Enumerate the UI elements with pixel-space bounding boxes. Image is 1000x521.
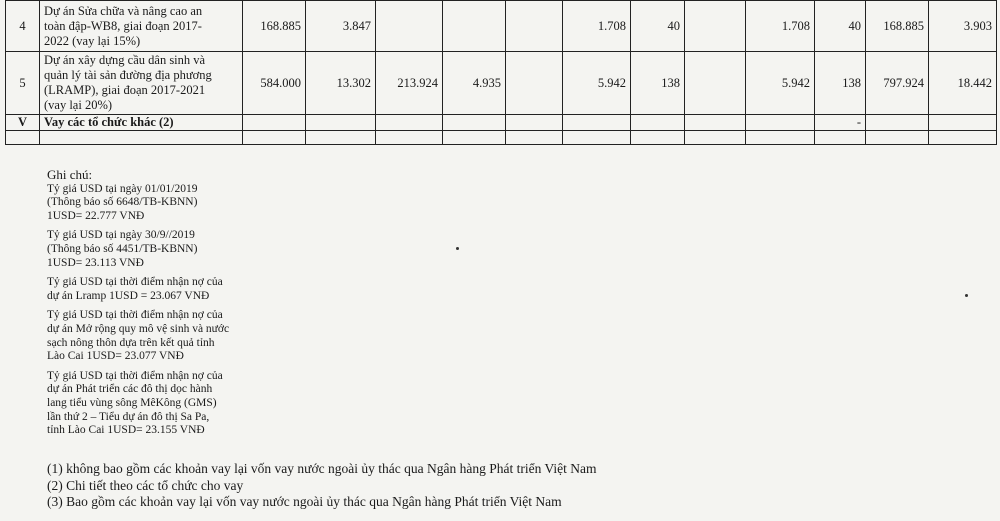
exchange-rate-note bbox=[47, 183, 229, 224]
value-cell: 1.708 bbox=[746, 1, 815, 52]
note-line: lang tiểu vùng sông MêKông (GMS) bbox=[47, 396, 217, 409]
note-line: Tỷ giá USD tại ngày 01/01/2019 bbox=[47, 182, 198, 195]
note-line: dự án Lramp 1USD = 23.067 VNĐ bbox=[47, 289, 210, 302]
value-cell: 5.942 bbox=[563, 52, 631, 115]
value-cell bbox=[443, 131, 506, 145]
note-line: tỉnh Lào Cai 1USD= 23.155 VNĐ bbox=[47, 424, 205, 437]
exchange-rate-note bbox=[47, 370, 229, 438]
row-number: V bbox=[6, 115, 40, 131]
value-cell bbox=[815, 131, 866, 145]
value-cell bbox=[243, 131, 306, 145]
footnote: (3) Bao gồm các khoản vay lại vốn vay nước ngoài ủy thác qua Ngân hàng Phát triển Việt Nam bbox=[47, 494, 562, 509]
value-cell: 797.924 bbox=[866, 52, 929, 115]
value-cell bbox=[866, 115, 929, 131]
value-cell bbox=[506, 52, 563, 115]
note-line: (Thông báo số 4451/TB-KBNN) bbox=[47, 242, 198, 255]
note-line: (Thông báo số 6648/TB-KBNN) bbox=[47, 196, 198, 209]
note-line: Tỷ giá USD tại thời điểm nhận nợ của bbox=[47, 276, 223, 289]
value-cell bbox=[929, 131, 997, 145]
table-row bbox=[6, 1, 997, 52]
project-name: Vay các tổ chức khác (2) bbox=[40, 115, 243, 131]
value-cell bbox=[746, 131, 815, 145]
note-line: dự án Phát triển các đô thị dọc hành bbox=[47, 383, 213, 396]
value-cell bbox=[306, 131, 376, 145]
value-cell: 3.847 bbox=[306, 1, 376, 52]
value-cell: 13.302 bbox=[306, 52, 376, 115]
notes-section bbox=[47, 168, 229, 444]
value-cell: 168.885 bbox=[243, 1, 306, 52]
note-line: Lào Cai 1USD= 23.077 VNĐ bbox=[47, 350, 184, 363]
value-cell: 40 bbox=[631, 1, 685, 52]
note-line: Tỷ giá USD tại thời điểm nhận nợ của bbox=[47, 309, 223, 322]
value-cell bbox=[685, 115, 746, 131]
value-cell: 138 bbox=[631, 52, 685, 115]
value-cell bbox=[443, 1, 506, 52]
row-number: 5 bbox=[6, 52, 40, 115]
project-name: Dự án xây dựng cầu dân sinh và quản lý tài sản đường địa phương (LRAMP), giai đoạn 2017-2021 (vay lại 20%) bbox=[40, 52, 243, 115]
table-row bbox=[6, 52, 997, 115]
value-cell: 138 bbox=[815, 52, 866, 115]
value-cell bbox=[306, 115, 376, 131]
footnote: (1) không bao gồm các khoản vay lại vốn vay nước ngoài ủy thác qua Ngân hàng Phát triển Việt Nam bbox=[47, 461, 597, 476]
value-cell bbox=[563, 115, 631, 131]
value-cell bbox=[563, 131, 631, 145]
value-cell bbox=[443, 115, 506, 131]
value-cell bbox=[506, 115, 563, 131]
value-cell bbox=[866, 131, 929, 145]
value-cell bbox=[506, 1, 563, 52]
value-cell bbox=[506, 131, 563, 145]
value-cell: 40 bbox=[815, 1, 866, 52]
row-number: 4 bbox=[6, 1, 40, 52]
scan-speck bbox=[965, 294, 968, 297]
value-cell: 18.442 bbox=[929, 52, 997, 115]
project-name bbox=[40, 131, 243, 145]
value-cell: 213.924 bbox=[376, 52, 443, 115]
value-cell: 1.708 bbox=[563, 1, 631, 52]
note-line: 1USD= 22.777 VNĐ bbox=[47, 209, 145, 222]
value-cell bbox=[376, 1, 443, 52]
value-cell bbox=[376, 115, 443, 131]
debt-table bbox=[5, 0, 997, 145]
note-line: Tỷ giá USD tại thời điểm nhận nợ của bbox=[47, 369, 223, 382]
note-line: sạch nông thôn dựa trên kết quả tỉnh bbox=[47, 336, 215, 349]
footnote: (2) Chi tiết theo các tổ chức cho vay bbox=[47, 477, 244, 493]
note-line: Tỷ giá USD tại ngày 30/9//2019 bbox=[47, 229, 195, 242]
value-cell: 168.885 bbox=[866, 1, 929, 52]
value-cell bbox=[631, 115, 685, 131]
notes-heading: Ghi chú: bbox=[47, 167, 93, 182]
value-cell bbox=[243, 115, 306, 131]
project-name: Dự án Sửa chữa và nâng cao an toàn đập-WB8, giai đoạn 2017- 2022 (vay lại 15%) bbox=[40, 1, 243, 52]
scan-speck bbox=[456, 247, 459, 250]
note-line: 1USD= 23.113 VNĐ bbox=[47, 256, 144, 269]
value-cell bbox=[685, 52, 746, 115]
footnotes bbox=[47, 461, 597, 511]
exchange-rate-note bbox=[47, 276, 229, 303]
value-cell: - bbox=[815, 115, 866, 131]
value-cell bbox=[929, 115, 997, 131]
value-cell: 3.903 bbox=[929, 1, 997, 52]
value-cell: 5.942 bbox=[746, 52, 815, 115]
value-cell bbox=[631, 131, 685, 145]
table-row bbox=[6, 131, 997, 145]
value-cell bbox=[685, 131, 746, 145]
value-cell: 584.000 bbox=[243, 52, 306, 115]
value-cell bbox=[685, 1, 746, 52]
exchange-rate-note bbox=[47, 309, 229, 363]
exchange-rate-note bbox=[47, 229, 229, 270]
row-number bbox=[6, 131, 40, 145]
value-cell: 4.935 bbox=[443, 52, 506, 115]
note-line: dự án Mở rộng quy mô vệ sinh và nước bbox=[47, 322, 230, 335]
note-line: lần thứ 2 – Tiểu dự án đô thị Sa Pa, bbox=[47, 410, 210, 423]
table-row bbox=[6, 115, 997, 131]
value-cell bbox=[376, 131, 443, 145]
value-cell bbox=[746, 115, 815, 131]
